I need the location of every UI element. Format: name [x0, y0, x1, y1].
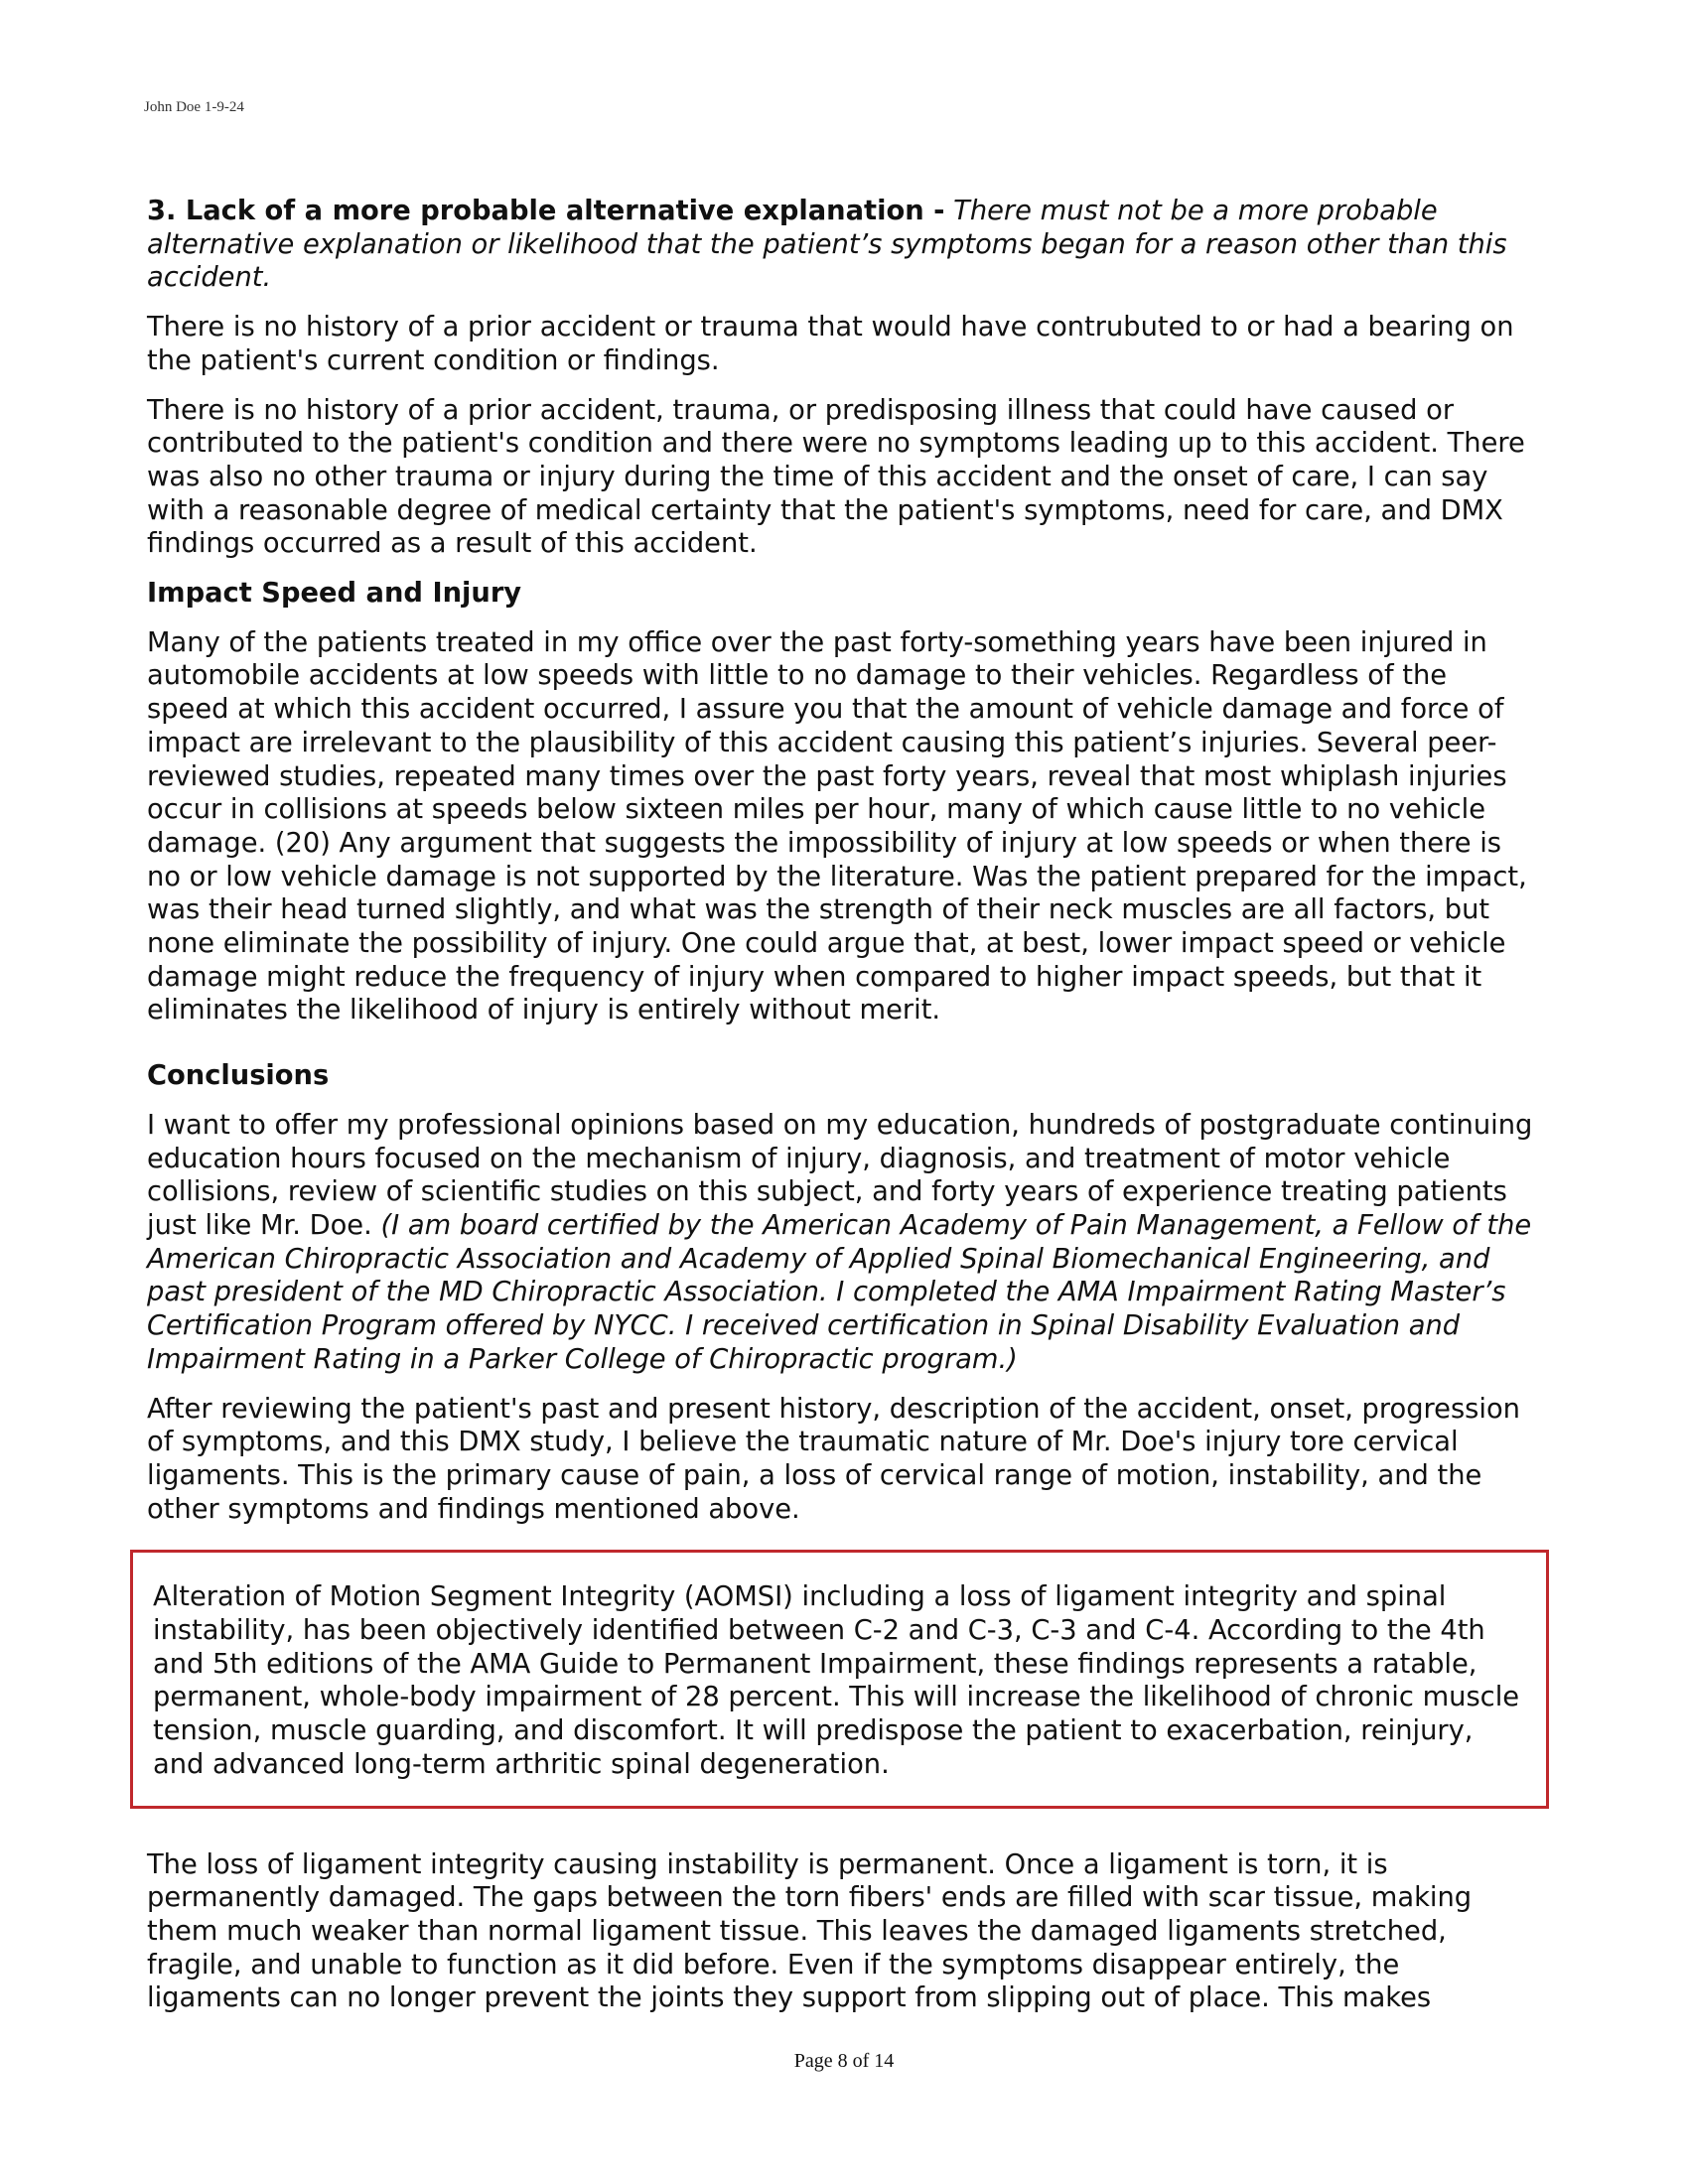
document-body	[147, 195, 1537, 2015]
document-header-note: John Doe 1-9-24	[144, 99, 244, 115]
conclusions-heading: Conclusions	[147, 1060, 330, 1092]
aomsi-highlight-box	[130, 1550, 1549, 1808]
section3-para1: There is no history of a prior accident or trauma that would have contrubuted to or had a bearing on the patient's current condition or findings.	[147, 312, 1514, 376]
conclusions-para1	[147, 1109, 1537, 1377]
conclusions-para1-italic: (I am board certified by the American Academy of Pain Management, a Fellow of the American Chiropractic Association and Academy of Applied Spinal Biomechanical Engineering, and past president of the MD Chiropractic Association. I completed the AMA Impairment Rating Master’s Certification Program offered by NYCC. I received certification in Spinal Disability Evaluation and Impairment Rating in a Parker College of Chiropractic program.)	[147, 1209, 1532, 1375]
page-number: Page 8 of 14	[793, 2050, 895, 2072]
impact-para: Many of the patients treated in my office over the past forty-something years have been injured in automobile accidents at low speeds with little to no damage to their vehicles. Regardless of the speed at which this accident occurred, I assure you that the amount of vehicle damage and force of impact are irrelevant to the plausibility of this accident causing this patient’s injuries. Several peer-reviewed studies, repeated many times over the past forty years, reveal that most whiplash injuries occur in collisions at speeds below sixteen miles per hour, many of which cause little to no vehicle damage. (20) Any argument that suggests the impossibility of injury at low speeds or when there is no or low vehicle damage is not supported by the literature. Was the patient prepared for the impact, was their head turned slightly, and what was the strength of their neck muscles are all factors, but none eliminate the possibility of injury. One could argue that, at best, lower impact speed or vehicle damage might reduce the frequency of injury when compared to higher impact speeds, but that it eliminates the likelihood of injury is entirely without merit.	[147, 626, 1527, 1026]
conclusions-para2: After reviewing the patient's past and present history, description of the accident, onset, progression of symptoms, and this DMX study, I believe the traumatic nature of Mr. Doe's injury tore cervical ligaments. This is the primary cause of pain, a loss of cervical range of motion, instability, and the other symptoms and findings mentioned above.	[147, 1393, 1520, 1525]
conclusions-para3: The loss of ligament integrity causing instability is permanent. Once a ligament is torn, it is permanently damaged. The gaps between the torn fibers' ends are filled with scar tissue, making them much weaker than normal ligament tissue. This leaves the damaged ligaments stretched, fragile, and unable to function as it did before. Even if the symptoms disappear entirely, the ligaments can no longer prevent the joints they support from slipping out of place. This makes	[147, 1848, 1473, 2014]
aomsi-box-text: Alteration of Motion Segment Integrity (AOMSI) including a loss of ligament integrity and spinal instability, has been objectively identified between C-2 and C-3, C-3 and C-4. According to the 4th and 5th editions of the AMA Guide to Permanent Impairment, these findings represents a ratable, permanent, whole-body impairment of 28 percent. This will increase the likelihood of chronic muscle tension, muscle guarding, and discomfort. It will predispose the patient to exacerbation, reinjury, and advanced long-term arthritic spinal degeneration.	[153, 1581, 1520, 1780]
conclusions-para1-text: I want to offer my professional opinions based on my education, hundreds of postgraduate continuing education hours focused on the mechanism of injury, diagnosis, and treatment of motor vehicle collisions, review of scientific studies on this subject, and forty years of experience treating patients just like Mr. Doe.	[147, 1109, 1533, 1241]
impact-heading: Impact Speed and Injury	[147, 578, 522, 610]
section3-heading: 3. Lack of a more probable alternative explanation -	[147, 196, 945, 226]
section3-heading-italic: There must not be a more probable alternative explanation or likelihood that the patient’s symptoms began for a reason other than this accident.	[147, 196, 1507, 294]
section3-para2: There is no history of a prior accident, trauma, or predisposing illness that could have caused or contributed to the patient's condition and there were no symptoms leading up to this accident. There was also no other trauma or injury during the time of this accident and the onset of care, I can say with a reasonable degree of medical certainty that the patient's symptoms, need for care, and DMX findings occurred as a result of this accident.	[147, 394, 1525, 560]
section3-paragraph	[147, 195, 1537, 295]
